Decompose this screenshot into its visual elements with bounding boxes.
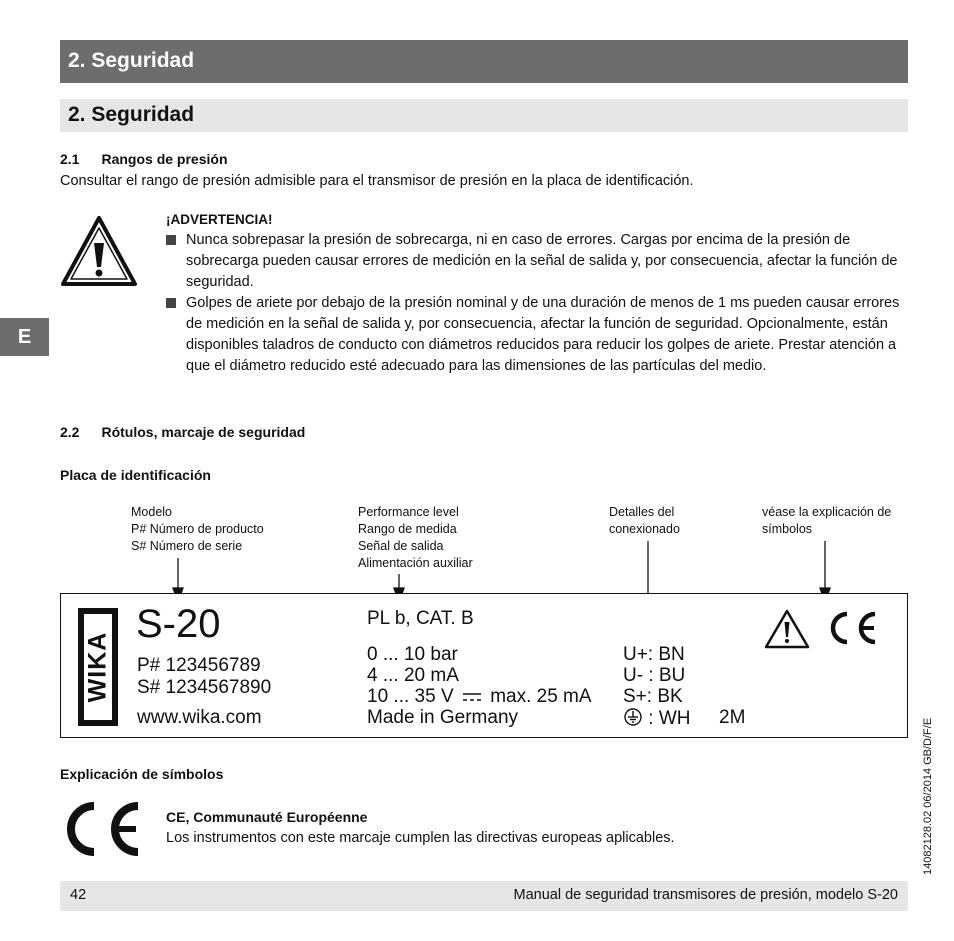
callout-line: Detalles del [609,505,675,519]
ce-title: CE, Communauté Européenne [166,809,368,825]
plate-serial-number: S# 1234567890 [137,677,272,698]
ground-icon [623,707,643,727]
ce-text: Los instrumentos con este marcaje cumplen las directivas europeas aplicables. [166,830,675,846]
nameplate [60,593,908,738]
dc-symbol-icon [461,691,483,703]
heading-number: 2.1 [60,151,80,167]
plate-output-signal: 4 ... 20 mA [367,665,459,686]
plate-u-minus: U- : BU [623,665,686,686]
wika-logo-text: WIKA [83,631,112,703]
plate-supply-current: max. 25 mA [490,686,592,707]
document-reference: 14082128.02 06/2014 GB/D/F/E [922,717,934,875]
callout-line: Rango de medida [358,522,457,536]
callout-line: Alimentación auxiliar [358,556,473,570]
symbols-heading: Explicación de símbolos [60,766,224,782]
plate-ce-mark-icon [823,608,883,648]
language-tab: E [0,318,49,356]
plate-ground [623,707,691,729]
heading-text: Rótulos, marcaje de seguridad [101,424,306,440]
plate-power-supply [367,686,592,707]
callout-line: símbolos [762,522,813,536]
ce-mark-icon [60,800,142,858]
section-title: 2. Seguridad [68,103,195,126]
page-number: 42 [70,887,87,903]
chapter-title: 2. Seguridad [68,49,195,72]
wika-logo [78,608,118,726]
plate-website: www.wika.com [137,707,262,728]
subsection-2-1-text: Consultar el rango de presión admisible para el transmisor de presión en la placa de identificación. [60,173,694,189]
callout-line: Modelo [131,505,172,519]
plate-model: S-20 [136,602,221,646]
plate-supply-voltage: 10 ... 35 V [367,686,454,707]
plate-u-plus: U+: BN [623,644,685,665]
footer-title: Manual de seguridad transmisores de presión, modelo S-20 [513,887,898,903]
plate-made-in: Made in Germany [367,707,519,728]
warning-bullet-text: Nunca sobrepasar la presión de sobrecarga, ni en caso de errores. Cargas por encima de la presión de sobrecarga pueden causar errores de medición en la señal de salida y, por consecuencia, afectar la función de seguridad. [186,232,898,290]
heading-text: Rangos de presión [101,151,228,167]
callout-line: véase la explicación de [762,505,892,519]
plate-ground-label: : WH [648,708,691,729]
plate-performance-level: PL b, CAT. B [367,608,474,629]
heading-number: 2.2 [60,424,80,440]
nameplate-heading: Placa de identificación [60,467,211,483]
plate-warning-icon [763,608,811,650]
callout-line: S# Número de serie [131,539,243,553]
callout-line: P# Número de producto [131,522,264,536]
callout-line: Performance level [358,505,459,519]
callout-line: conexionado [609,522,680,536]
callout-line: Señal de salida [358,539,444,553]
plate-cable-length: 2M [719,707,746,728]
plate-product-number: P# 123456789 [137,655,261,676]
footer-bar [60,881,908,911]
warning-bullet-text: Golpes de ariete por debajo de la presión nominal y de una duración de menos de 1 ms pueden causar errores de medición en la señal de salida y, por consecuencia, afectar la función de seguridad. Opcionalmente, están disponibles taladros de conducto con diámetros reducidos para reducir los golpes de ariete. Prestar atención a que el diámetro reducido esté adecuado para las dimensiones de las partículas del medio. [186,295,900,374]
warning-title: ¡ADVERTENCIA! [166,212,273,227]
plate-measuring-range: 0 ... 10 bar [367,644,458,665]
plate-s-plus: S+: BK [623,686,683,707]
